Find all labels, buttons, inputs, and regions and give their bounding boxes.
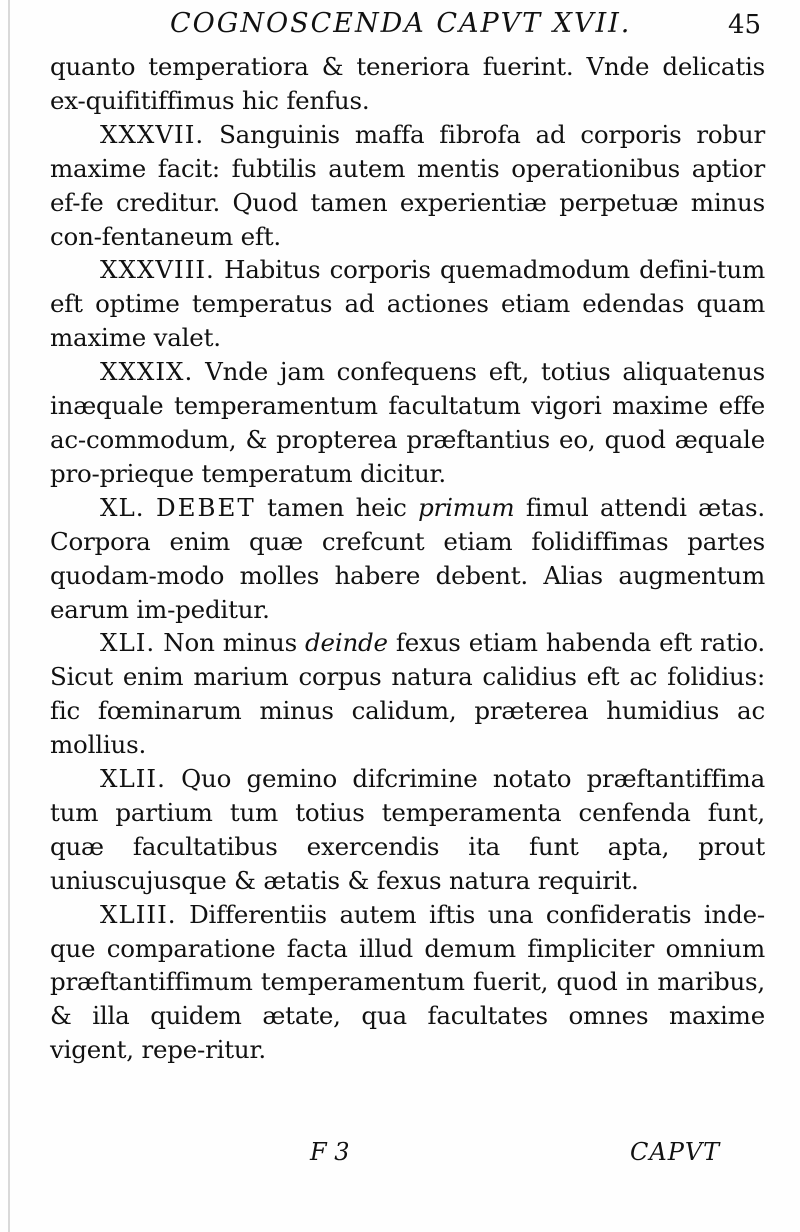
- paragraph-text: fimul attendi ætas. Corpora enim quæ crefcunt etiam folidiffimas partes quodam-modo molles habere debent. Alias augmentum earum im-peditur.: [50, 492, 765, 624]
- paragraph-text: Differentiis autem iftis una confideratis inde-que comparatione facta illud demum fimpliciter omnium præftantiffimum temperamentum fuerit, quod in maribus, & illa quidem ætate, qua facultates omnes maxime vigent, repe-ritur.: [50, 899, 765, 1065]
- paragraph-number: XLI.: [100, 628, 156, 658]
- page-number: 45: [728, 10, 762, 40]
- paragraph-xxxix: [50, 355, 765, 491]
- page-footer: [0, 1138, 800, 1178]
- paragraph-text: tamen heic: [267, 492, 407, 522]
- paragraph-number: XXXVIII.: [100, 255, 215, 285]
- paragraph-xlii: [50, 762, 765, 898]
- paragraph-xl: [50, 491, 765, 627]
- paragraph-number: XXXVII.: [100, 119, 205, 149]
- paragraph-continuation: [50, 50, 765, 118]
- body-text: [50, 50, 765, 1067]
- paragraph-xxxviii: [50, 253, 765, 355]
- paragraph-text: quanto temperatiora & teneriora fuerint. Vnde delicatis ex-quifitiffimus hic fenfus.: [50, 52, 765, 115]
- running-head: COGNOSCENDA CAPVT XVII.: [170, 8, 632, 39]
- italic-word: primum: [418, 492, 515, 522]
- paragraph-number: XLII.: [100, 764, 166, 794]
- small-caps-word: DEBET: [155, 492, 256, 522]
- paragraph-text: Sanguinis maffa fibrofa ad corporis robur maxime facit: fubtilis autem mentis operationibus aptior ef-fe creditur. Quod tamen experientiæ perpetuæ minus con-fentaneum eft.: [50, 119, 765, 251]
- paragraph-text: Habitus corporis quemadmodum defini-tum eft optime temperatus ad actiones etiam edendas quam maxime valet.: [50, 255, 765, 353]
- paragraph-text: fexus etiam habenda eft ratio. Sicut enim marium corpus natura calidius eft ac folidius: fic fœminarum minus calidum, præterea humidius ac mollius.: [50, 628, 765, 760]
- italic-word: deinde: [305, 628, 388, 658]
- paragraph-number: XXXIX.: [100, 357, 194, 387]
- paragraph-xliii: [50, 898, 765, 1068]
- paragraph-text: Quo gemino difcrimine notato præftantiffima tum partium tum totius temperamenta cenfenda funt, quæ facultatibus exercendis ita funt apta, prout uniuscujusque & ætatis & fexus natura requirit.: [50, 764, 765, 895]
- paragraph-number: XLIII.: [100, 899, 177, 929]
- paragraph-text: Non minus: [163, 628, 297, 658]
- paragraph-text: Vnde jam confequens eft, totius aliquatenus inæquale temperamentum facultatum vigori maxime effe ac-commodum, & propterea præftantius eo, quod æquale pro-prieque temperatum dicitur.: [50, 357, 765, 488]
- catchword: CAPVT: [630, 1138, 721, 1166]
- paragraph-xli: [50, 626, 765, 762]
- signature-mark: F 3: [310, 1138, 350, 1166]
- paragraph-xxxvii: [50, 118, 765, 254]
- paragraph-number: XL.: [100, 492, 145, 522]
- page-header: [0, 8, 800, 48]
- page-gutter-edge: [8, 0, 10, 1232]
